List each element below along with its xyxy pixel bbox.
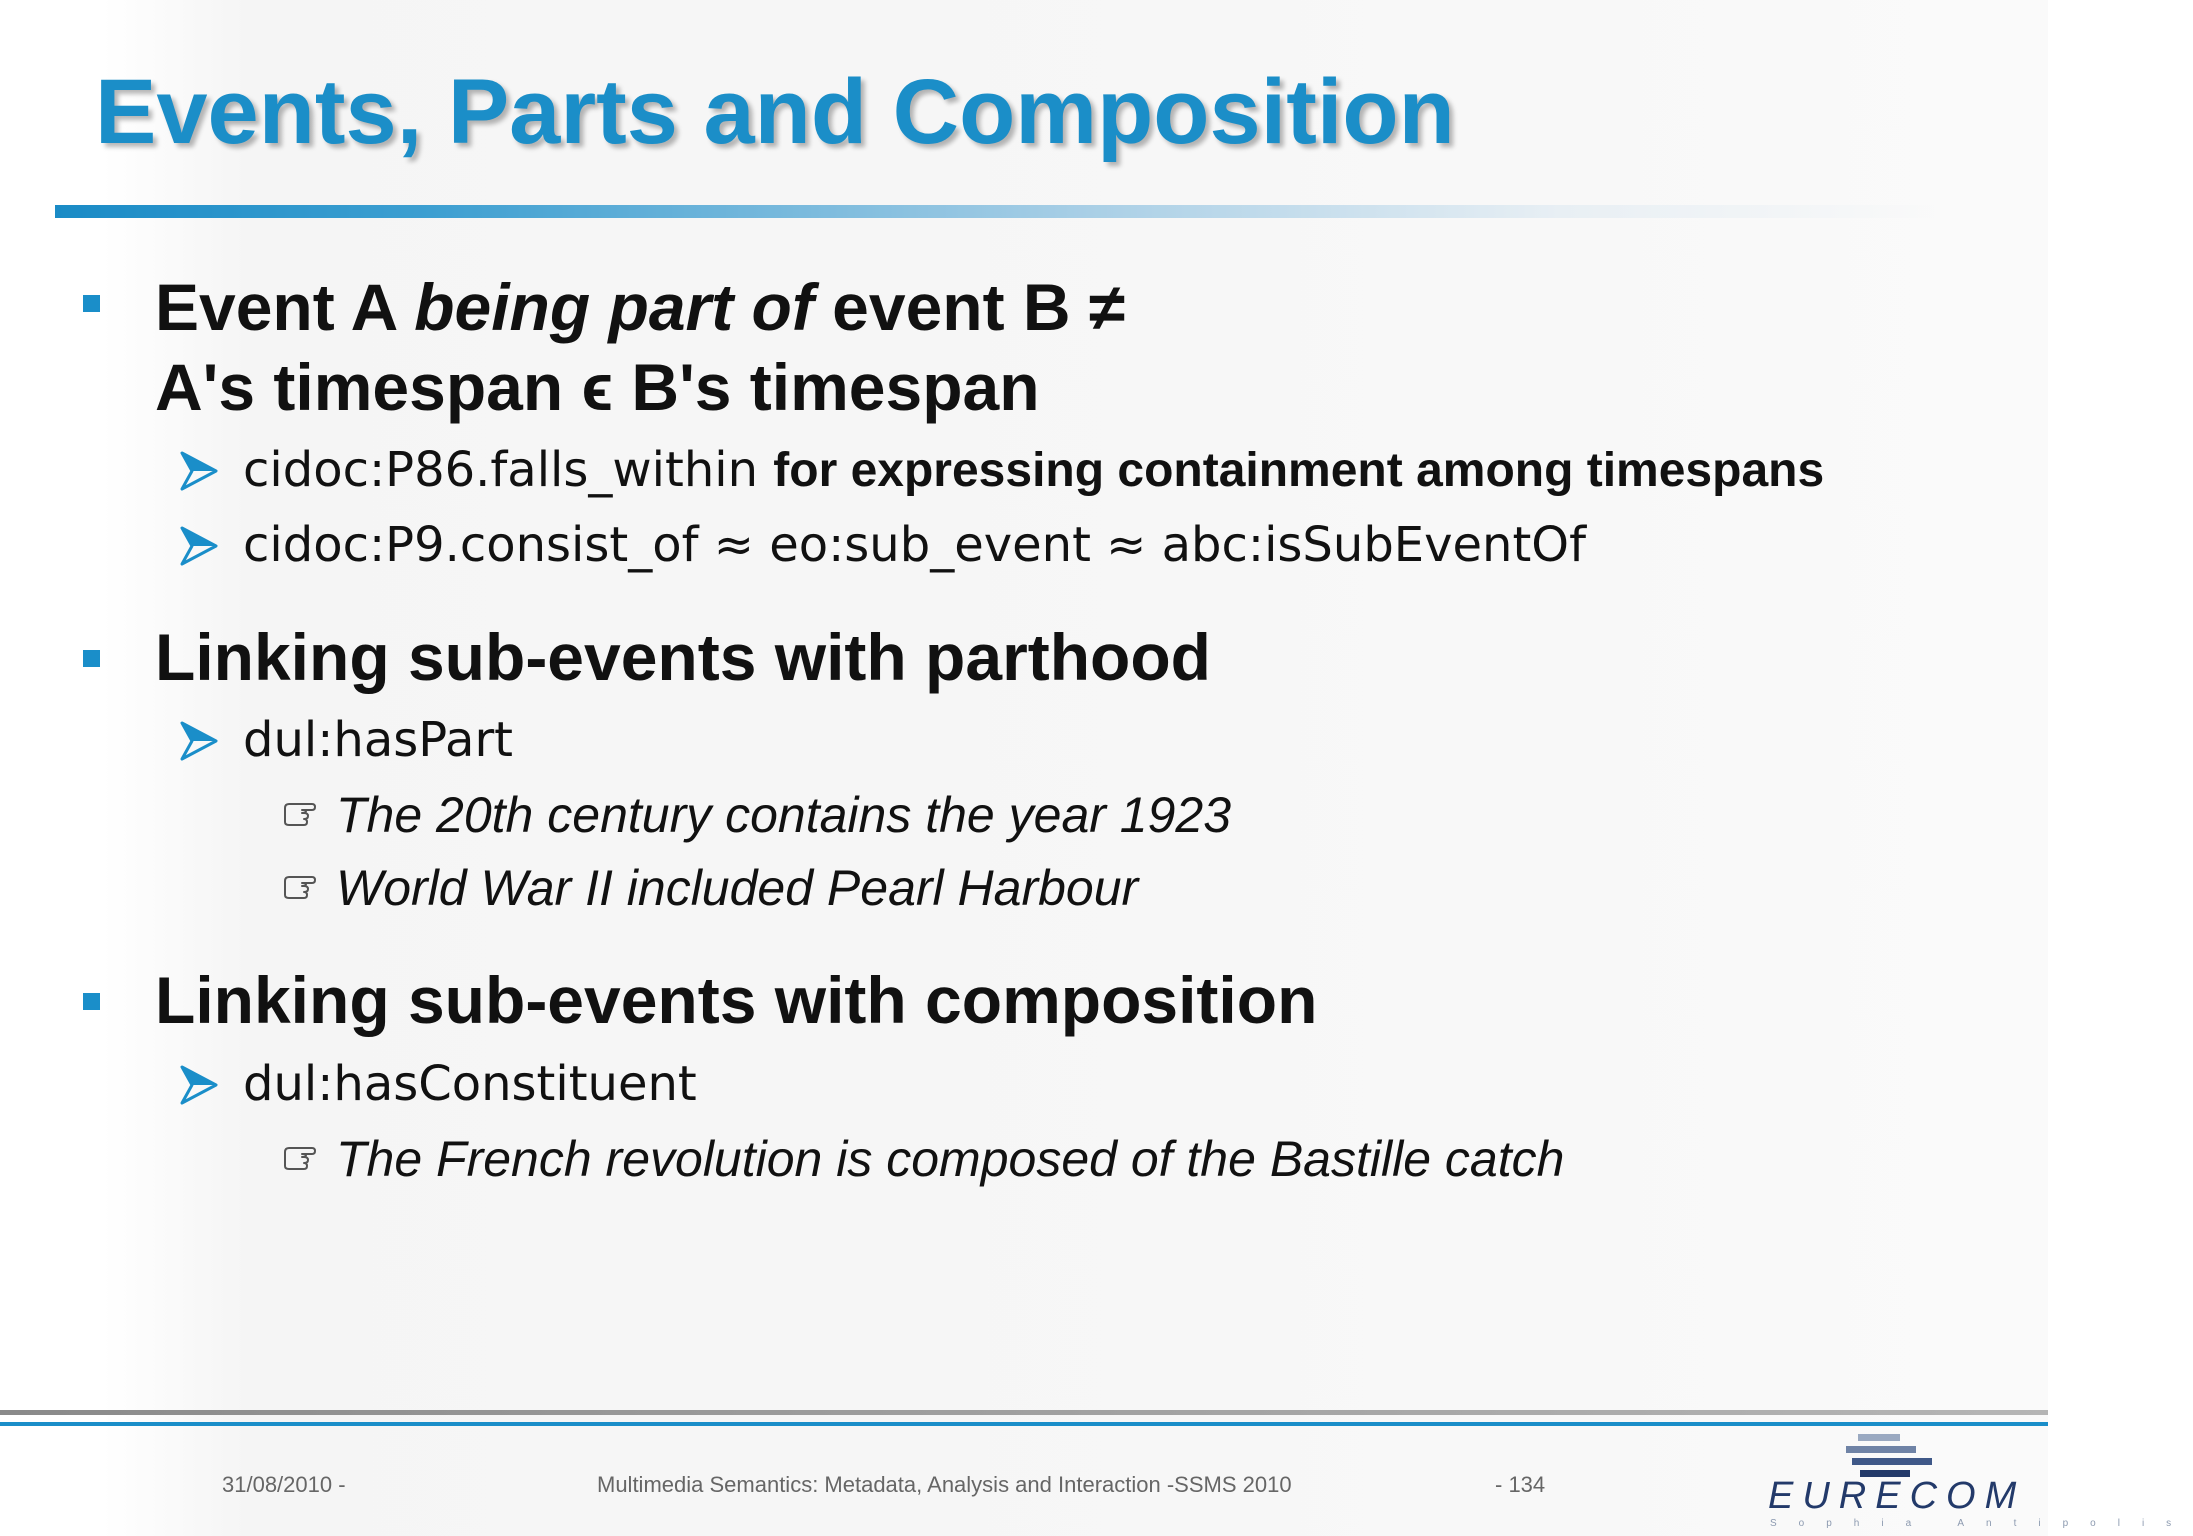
arrowhead-bullet-icon [180, 1065, 218, 1105]
section-2-item-1: dul:hasPart [243, 712, 513, 768]
logo-tagline: Sophia Antipolis [1770, 1518, 2193, 1529]
section-1-line-1 [155, 267, 1125, 347]
section-3-heading: Linking sub-events with composition [155, 963, 1318, 1037]
slide-title: Events, Parts and Composition [95, 61, 1455, 163]
section-1-text-c: event B ≠ [813, 270, 1126, 344]
item-description: for expressing containment among timespans [773, 444, 1825, 497]
section-1-text-b: being part of [414, 270, 814, 344]
arrowhead-bullet-icon [180, 451, 218, 491]
section-2-heading: Linking sub-events with parthood [155, 620, 1211, 694]
square-bullet-icon [83, 993, 100, 1010]
section-1-line-2: A's timespan ϵ B's timespan [155, 350, 1040, 424]
section-3-item-1: dul:hasConstituent [243, 1056, 697, 1112]
footer-accent-line [0, 1422, 2048, 1426]
pointing-hand-icon [282, 1144, 326, 1172]
footer-page-number: - 134 [1495, 1472, 1546, 1497]
section-3-example-1: The French revolution is composed of the Bastille catch [336, 1131, 1565, 1187]
footer-course: Multimedia Semantics: Metadata, Analysis and Interaction -SSMS 2010 [597, 1472, 1292, 1497]
footer-date: 31/08/2010 - [222, 1472, 346, 1497]
section-1-item-2: cidoc:P9.consist_of ≈ eo:sub_event ≈ abc:isSubEventOf [243, 517, 1586, 573]
pointing-hand-icon [282, 873, 326, 901]
square-bullet-icon [83, 650, 100, 667]
section-2-example-1: The 20th century contains the year 1923 [336, 787, 1232, 843]
square-bullet-icon [83, 295, 100, 312]
item-code: cidoc:P86.falls_within [243, 442, 758, 498]
arrowhead-bullet-icon [180, 721, 218, 761]
logo-wordmark: EURECOM [1768, 1475, 2026, 1517]
pointing-hand-icon [282, 800, 326, 828]
section-2-example-2: World War II included Pearl Harbour [336, 860, 1139, 916]
title-underline [55, 205, 1935, 218]
arrowhead-bullet-icon [180, 526, 218, 566]
footer-divider [0, 1410, 2048, 1415]
section-1-item-1 [243, 440, 1824, 501]
section-1-text-a: Event A [155, 270, 415, 344]
